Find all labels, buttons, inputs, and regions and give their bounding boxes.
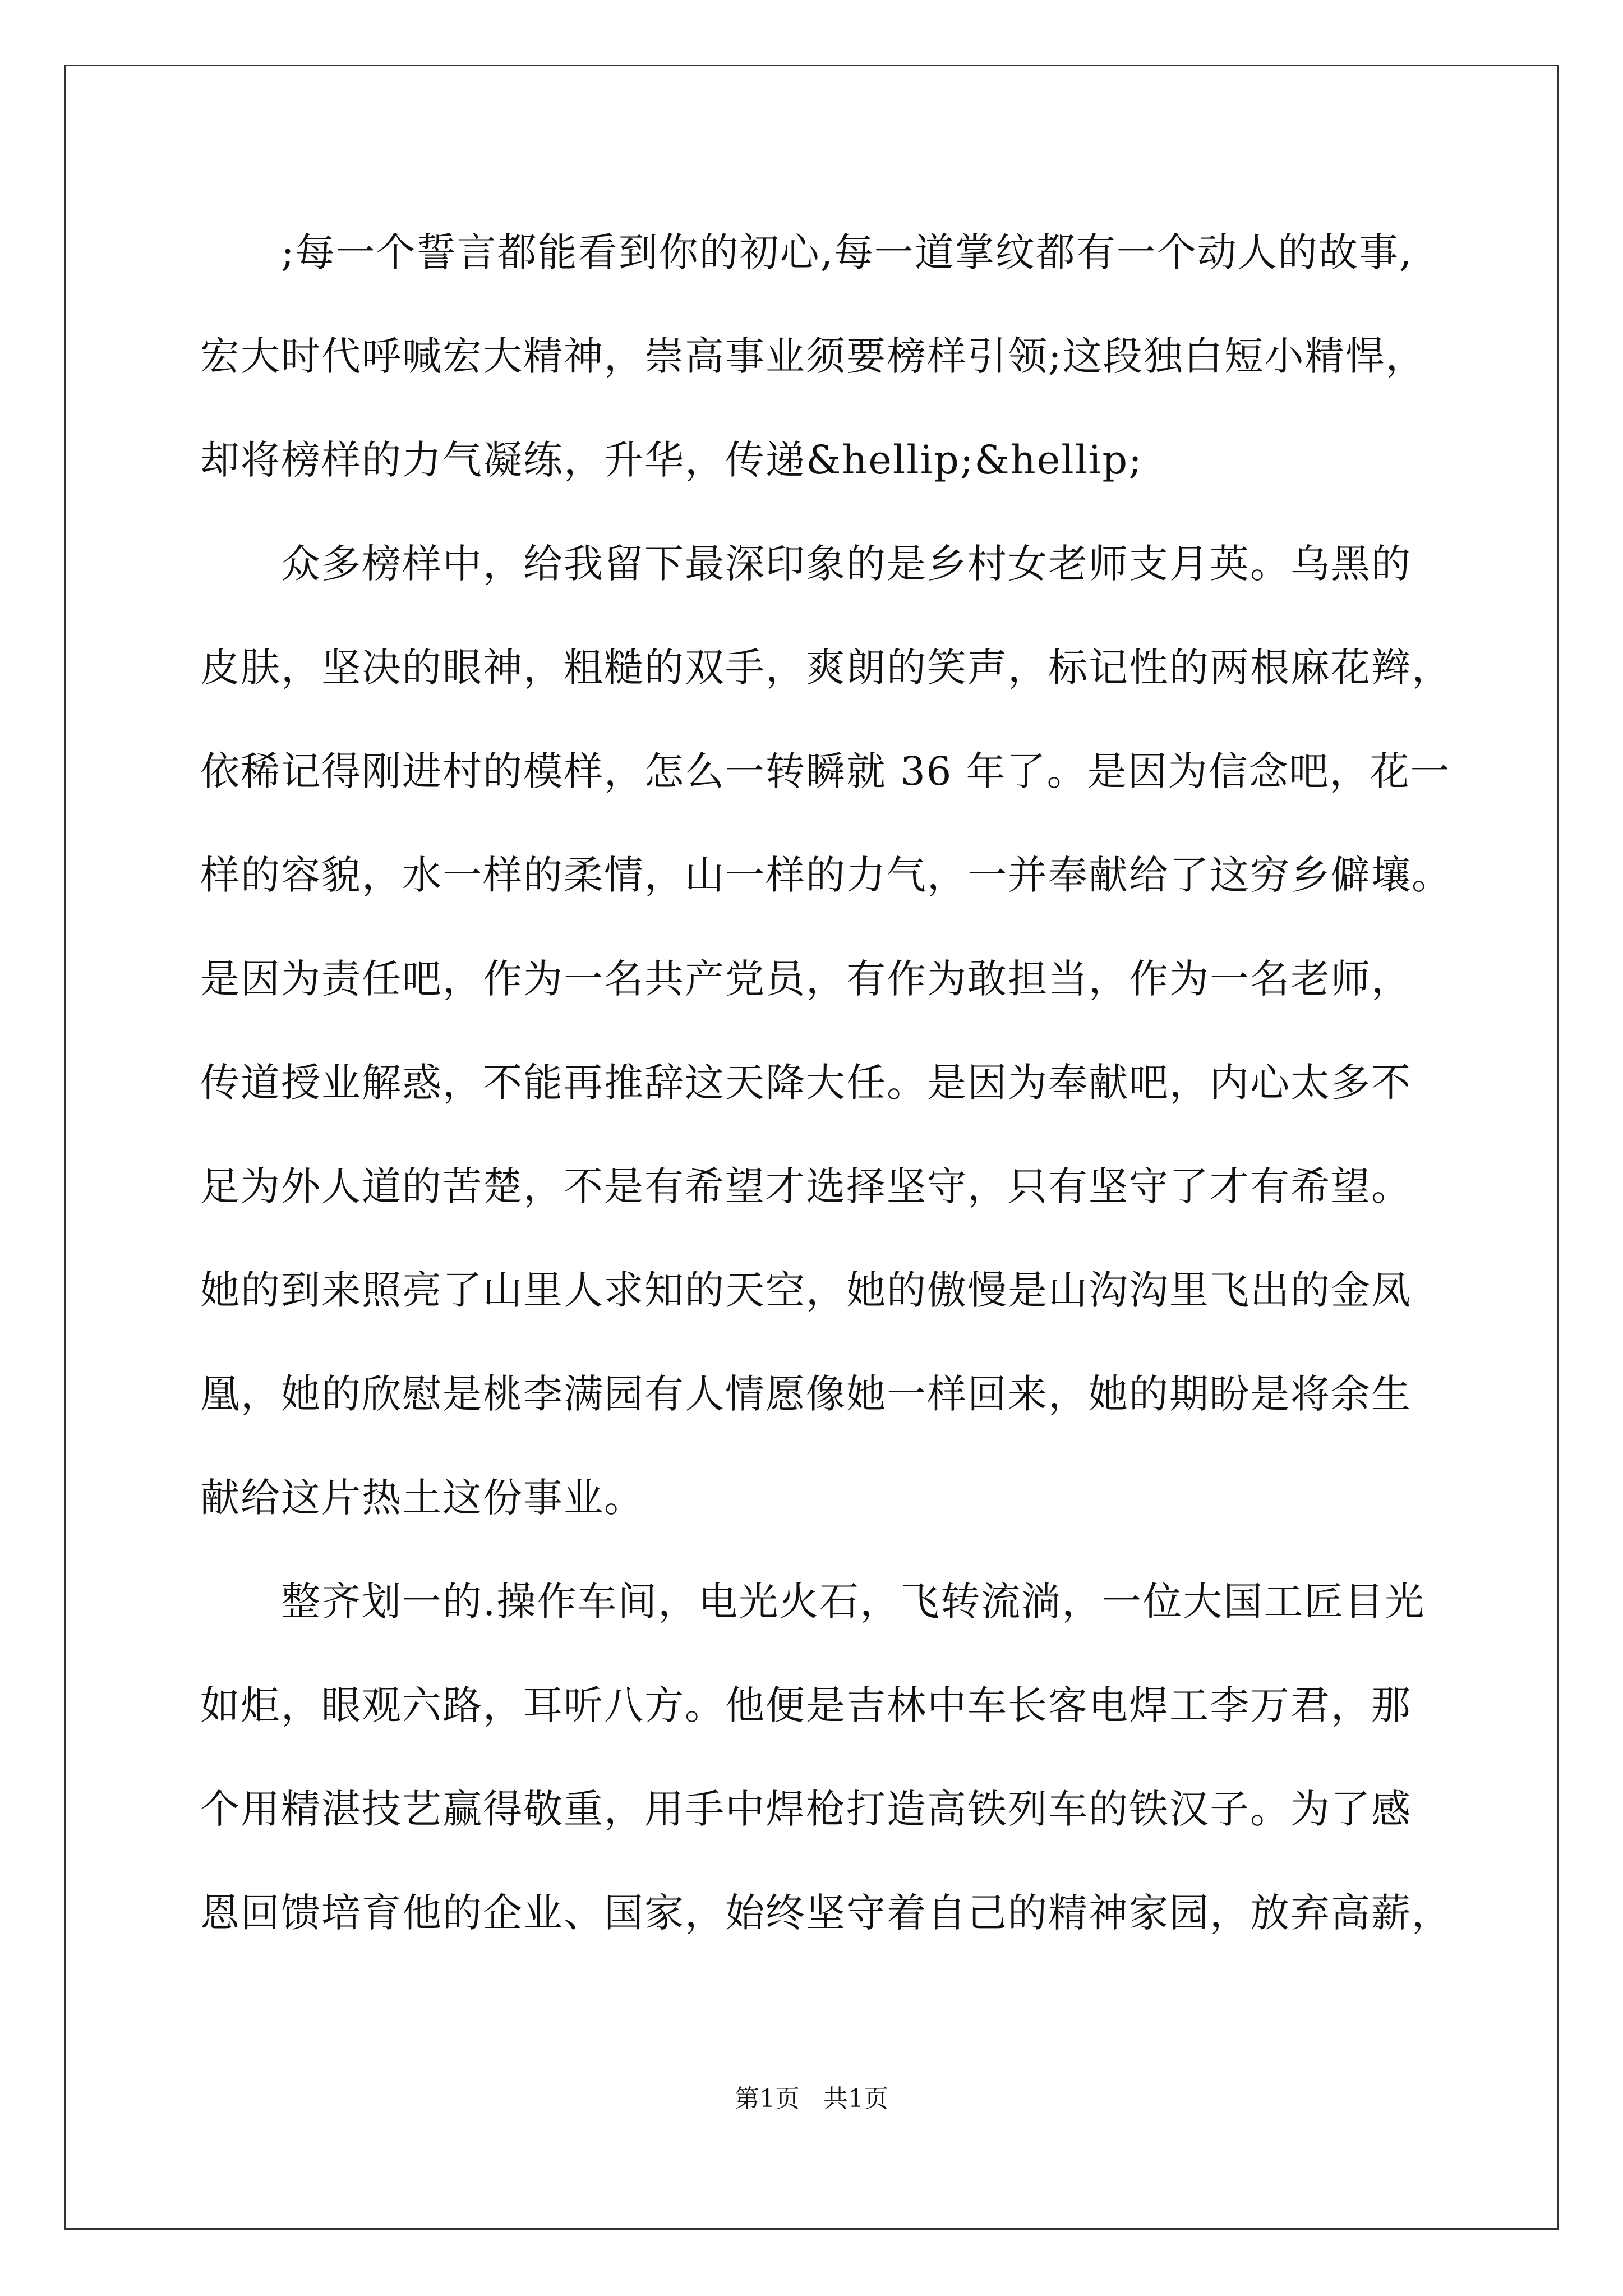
text-line: 传道授业解惑，不能再推辞这天降大任。是因为奉献吧，内心太多不: [200, 1060, 1412, 1106]
text-line: 如炬，眼观六路，耳听八方。他便是吉林中车长客电焊工李万君，那: [200, 1682, 1412, 1728]
text-line: 个用精湛技艺赢得敬重，用手中焊枪打造高铁列车的铁汉子。为了感: [200, 1786, 1412, 1832]
text-line: 皮肤，坚决的眼神，粗糙的双手，爽朗的笑声，标记性的两根麻花辫，: [200, 645, 1452, 691]
text-line: 是因为责任吧，作为一名共产党员，有作为敢担当，作为一名老师，: [200, 956, 1412, 1002]
text-line: 样的容貌，水一样的柔情，山一样的力气，一并奉献给了这穷乡僻壤。: [200, 852, 1452, 898]
text-line: 足为外人道的苦楚，不是有希望才选择坚守，只有坚守了才有希望。: [200, 1163, 1412, 1209]
text-line: 众多榜样中，给我留下最深印象的是乡村女老师支月英。乌黑的: [200, 541, 1412, 587]
text-line: 整齐划一的.操作车间，电光火石，飞转流淌，一位大国工匠目光: [200, 1579, 1426, 1625]
page-total: 共1页: [823, 2085, 888, 2113]
text-line: 宏大时代呼喊宏大精神，崇高事业须要榜样引领;这段独白短小精悍，: [200, 333, 1426, 379]
text-line: ;每一个誓言都能看到你的初心,每一道掌纹都有一个动人的故事,: [200, 229, 1413, 275]
text-line: 却将榜样的力气凝练，升华，传递&hellip;&hellip;: [200, 437, 1143, 483]
page-number: 第1页: [735, 2085, 800, 2113]
text-line: 她的到来照亮了山里人求知的天空，她的傲慢是山沟沟里飞出的金凤: [200, 1267, 1412, 1313]
page-footer: [0, 2082, 1623, 2116]
text-line: 恩回馈培育他的企业、国家，始终坚守着自己的精神家园，放弃高薪，: [200, 1890, 1452, 1936]
text-line: 依稀记得刚进村的模样，怎么一转瞬就 36 年了。是因为信念吧，花一: [200, 748, 1451, 794]
text-line: 献给这片热土这份事业。: [200, 1475, 644, 1521]
text-line: 凰，她的欣慰是桃李满园有人情愿像她一样回来，她的期盼是将余生: [200, 1371, 1412, 1417]
